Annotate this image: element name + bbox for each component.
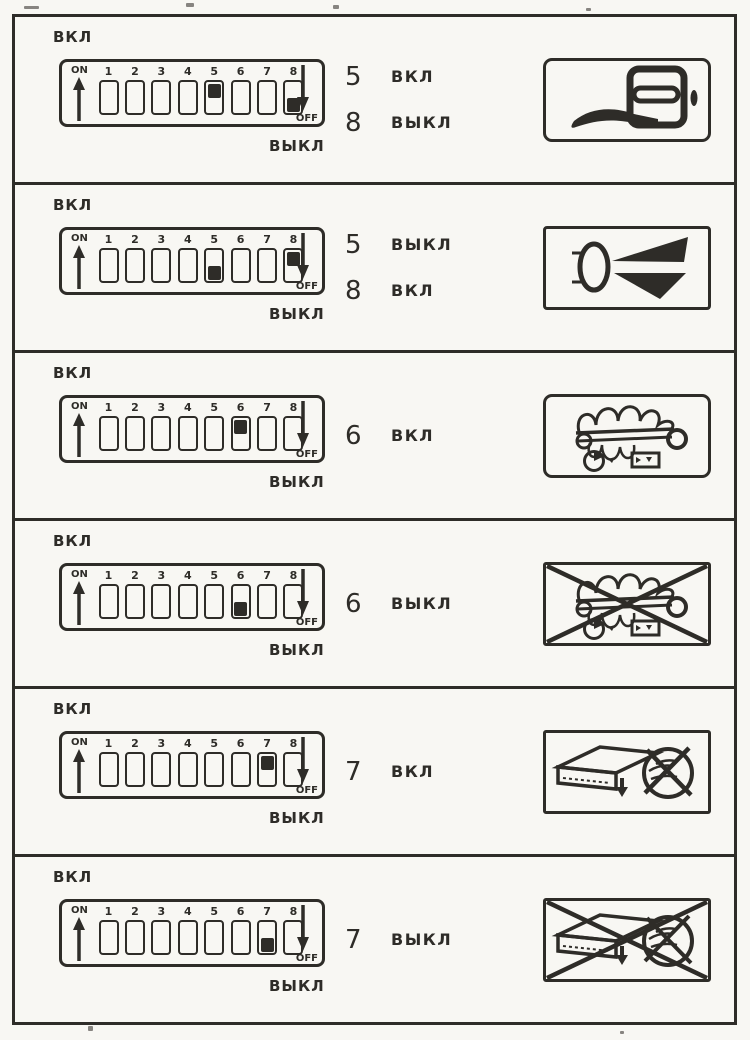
dip-switch-strip	[98, 401, 304, 457]
on-direction-arrow-icon	[72, 77, 86, 121]
switch-number: 6	[345, 420, 362, 451]
dip-switch-panel	[59, 899, 325, 967]
dip-switch-2	[124, 569, 145, 625]
switch-state: ВКЛ	[391, 67, 435, 86]
dip-switch-number: 2	[131, 65, 139, 78]
dip-switch-number: 3	[157, 905, 166, 918]
dip-switch-slider	[178, 920, 198, 955]
on-label: ON	[71, 905, 88, 916]
cross-out-circle	[645, 916, 691, 963]
dip-switch-slider	[204, 584, 224, 619]
switch-state: ВЫКЛ	[391, 113, 453, 132]
setting-line	[345, 757, 520, 787]
setting-row-3	[15, 350, 734, 518]
dip-switch-number: 8	[289, 737, 298, 750]
switch-number: 6	[345, 588, 362, 619]
dip-switch-number: 7	[263, 905, 271, 918]
dip-switch-number: 3	[157, 569, 166, 582]
dip-switch-slider	[99, 80, 119, 115]
dip-switch-panel	[59, 731, 325, 799]
setting-row-6	[15, 854, 734, 1022]
tangled-ribbon-icon	[543, 394, 711, 478]
dip-switch-3	[151, 401, 172, 457]
settings-table	[12, 14, 737, 1025]
setting-description	[345, 689, 520, 854]
dip-switch-slider	[257, 248, 277, 283]
setting-row-5	[15, 686, 734, 854]
on-direction-arrow-icon	[72, 245, 86, 289]
dip-switch-7	[257, 233, 278, 289]
vkl-label: ВКЛ	[53, 196, 93, 214]
dip-switch-slider	[178, 584, 198, 619]
dip-switch-slider	[99, 248, 119, 283]
dip-switch-number: 1	[104, 737, 113, 750]
dip-switch-slider	[151, 248, 171, 283]
dip-switch-slider	[178, 752, 198, 787]
dip-switch-number: 4	[183, 905, 192, 918]
switch-number: 8	[345, 107, 362, 138]
dip-switch-number: 1	[104, 569, 113, 582]
dip-switch-slider	[125, 752, 145, 787]
dip-switch-3	[151, 737, 172, 793]
setting-row-4	[15, 518, 734, 686]
switch-number: 7	[345, 756, 362, 787]
dip-switch-slider	[178, 80, 198, 115]
dip-switch-number: 3	[157, 737, 166, 750]
off-label: OFF	[295, 953, 318, 964]
dip-switch-2	[124, 401, 145, 457]
on-direction-arrow-icon	[72, 581, 86, 625]
dip-switch-position-off	[208, 266, 221, 280]
on-direction-arrow-icon	[72, 413, 86, 457]
setting-description	[345, 521, 520, 686]
dip-switch-strip	[98, 905, 304, 961]
dip-switch-number: 3	[157, 233, 166, 246]
off-direction-arrow-icon	[295, 65, 311, 111]
dip-switch-slider	[151, 752, 171, 787]
dip-switch-slider	[99, 920, 119, 955]
dip-switch-number: 2	[131, 737, 139, 750]
switch-number: 7	[345, 924, 362, 955]
setting-line	[345, 276, 520, 306]
dip-switch-number: 6	[236, 65, 245, 78]
tangled-ribbon-crossed-icon	[543, 562, 711, 646]
dip-switch-4	[177, 569, 198, 625]
dip-switch-strip	[98, 233, 304, 289]
dip-switch-slider	[99, 584, 119, 619]
dip-switch-strip	[98, 65, 304, 121]
setting-line	[345, 62, 520, 92]
on-direction-arrow-icon	[72, 749, 86, 793]
dip-switch-slider	[204, 80, 224, 115]
dip-switch-1	[98, 737, 119, 793]
dip-switch-1	[98, 569, 119, 625]
dip-switch-slider	[125, 584, 145, 619]
dip-switch-slider	[125, 416, 145, 451]
setting-row-1	[15, 17, 734, 182]
dip-switch-number: 7	[263, 233, 271, 246]
dip-switch-5	[204, 569, 225, 625]
vkl-label: ВКЛ	[53, 700, 93, 718]
scan-speck	[186, 3, 194, 7]
dip-switch-3	[151, 233, 172, 289]
vykl-label: ВЫКЛ	[269, 305, 325, 323]
dip-switch-number: 5	[210, 233, 219, 246]
dip-switch-slider	[151, 80, 171, 115]
dip-switch-slider	[204, 248, 224, 283]
setting-description	[345, 17, 520, 182]
dip-switch-number: 1	[104, 401, 113, 414]
dip-switch-slider	[257, 80, 277, 115]
dip-switch-slider	[231, 80, 251, 115]
on-direction-arrow-icon	[72, 917, 86, 961]
scan-speck	[586, 8, 591, 11]
setting-row-2	[15, 182, 734, 350]
on-label: ON	[71, 569, 88, 580]
off-direction-arrow-icon	[295, 233, 311, 279]
dip-switch-slider	[204, 752, 224, 787]
dip-switch-slider	[257, 920, 277, 955]
dip-switch-slider	[151, 584, 171, 619]
dip-switch-slider	[151, 416, 171, 451]
switch-state: ВКЛ	[391, 762, 435, 781]
vykl-label: ВЫКЛ	[269, 809, 325, 827]
dip-switch-slider	[125, 920, 145, 955]
setting-line	[345, 108, 520, 138]
setting-line	[345, 589, 520, 619]
dip-switch-number: 1	[104, 65, 113, 78]
switch-state: ВКЛ	[391, 426, 435, 445]
dip-switch-number: 8	[289, 233, 298, 246]
dip-switch-1	[98, 401, 119, 457]
dip-switch-number: 2	[131, 905, 139, 918]
dip-switch-strip	[98, 569, 304, 625]
dip-switch-position-off	[261, 938, 274, 952]
dip-switch-4	[177, 401, 198, 457]
vykl-label: ВЫКЛ	[269, 137, 325, 155]
setting-description	[345, 857, 520, 1022]
dip-switch-1	[98, 65, 119, 121]
dip-switch-6	[230, 569, 251, 625]
scan-speck	[333, 5, 339, 9]
cross-out-lines	[547, 902, 707, 978]
dip-switch-number: 6	[236, 569, 245, 582]
dip-switch-5	[204, 233, 225, 289]
dip-switch-number: 4	[183, 569, 192, 582]
setting-description	[345, 353, 520, 518]
dip-switch-number: 5	[210, 737, 219, 750]
dip-switch-number: 6	[236, 233, 245, 246]
dip-switch-number: 5	[210, 401, 219, 414]
off-label: OFF	[295, 785, 318, 796]
dip-switch-number: 2	[131, 569, 139, 582]
dip-switch-position-on	[234, 420, 247, 434]
on-label: ON	[71, 401, 88, 412]
dip-switch-number: 2	[131, 401, 139, 414]
dip-switch-7	[257, 737, 278, 793]
off-direction-arrow-icon	[295, 401, 311, 447]
dip-switch-number: 6	[236, 401, 245, 414]
dip-switch-position-off	[234, 602, 247, 616]
switch-state: ВЫКЛ	[391, 930, 453, 949]
dip-switch-number: 8	[289, 65, 298, 78]
dip-switch-number: 3	[157, 65, 166, 78]
dip-switch-6	[230, 65, 251, 121]
dip-switch-3	[151, 569, 172, 625]
dip-switch-3	[151, 905, 172, 961]
dip-switch-6	[230, 905, 251, 961]
dip-switch-number: 7	[263, 737, 271, 750]
dip-switch-slider	[231, 248, 251, 283]
dip-switch-7	[257, 905, 278, 961]
dip-switch-position-on	[261, 756, 274, 770]
dip-switch-position-on	[208, 84, 221, 98]
dip-switch-number: 4	[183, 233, 192, 246]
dip-switch-slider	[231, 920, 251, 955]
dip-switch-number: 4	[183, 737, 192, 750]
dip-switch-2	[124, 233, 145, 289]
dip-switch-slider	[99, 752, 119, 787]
switch-number: 5	[345, 61, 362, 92]
cross-out-circle	[645, 748, 691, 795]
off-direction-arrow-icon	[295, 737, 311, 783]
off-direction-arrow-icon	[295, 569, 311, 615]
switch-state: ВКЛ	[391, 281, 435, 300]
dip-switch-number: 4	[183, 401, 192, 414]
setting-line	[345, 421, 520, 451]
on-label: ON	[71, 737, 88, 748]
off-direction-arrow-icon	[295, 905, 311, 951]
dip-switch-number: 7	[263, 401, 271, 414]
dip-switch-number: 8	[289, 569, 298, 582]
dip-switch-slider	[151, 920, 171, 955]
vkl-label: ВКЛ	[53, 868, 93, 886]
dip-switch-slider	[99, 416, 119, 451]
dip-switch-slider	[178, 416, 198, 451]
dip-switch-number: 6	[236, 905, 245, 918]
dip-switch-number: 8	[289, 401, 298, 414]
dip-switch-slider	[204, 416, 224, 451]
dip-switch-slider	[231, 752, 251, 787]
dip-switch-number: 2	[131, 233, 139, 246]
dip-switch-1	[98, 233, 119, 289]
dip-switch-number: 3	[157, 401, 166, 414]
off-label: OFF	[295, 617, 318, 628]
off-label: OFF	[295, 281, 318, 292]
dip-switch-3	[151, 65, 172, 121]
vykl-label: ВЫКЛ	[269, 641, 325, 659]
dip-switch-7	[257, 401, 278, 457]
vykl-label: ВЫКЛ	[269, 473, 325, 491]
dip-switch-2	[124, 737, 145, 793]
scan-speck	[620, 1031, 624, 1034]
setting-line	[345, 925, 520, 955]
dip-switch-5	[204, 905, 225, 961]
on-label: ON	[71, 233, 88, 244]
dip-switch-number: 1	[104, 905, 113, 918]
dip-switch-slider	[125, 248, 145, 283]
vkl-label: ВКЛ	[53, 364, 93, 382]
dip-switch-slider	[257, 416, 277, 451]
dip-switch-5	[204, 737, 225, 793]
vykl-label: ВЫКЛ	[269, 977, 325, 995]
cross-out-lines	[547, 566, 707, 642]
dip-switch-7	[257, 569, 278, 625]
dip-switch-number: 5	[210, 905, 219, 918]
dip-switch-1	[98, 905, 119, 961]
vkl-label: ВКЛ	[53, 28, 93, 46]
dip-switch-6	[230, 233, 251, 289]
dip-switch-4	[177, 233, 198, 289]
setting-description	[345, 185, 520, 350]
dip-switch-number: 5	[210, 65, 219, 78]
scan-speck	[24, 6, 39, 9]
off-label: OFF	[295, 113, 318, 124]
off-label: OFF	[295, 449, 318, 460]
dip-switch-slider	[257, 752, 277, 787]
switch-number: 8	[345, 275, 362, 306]
printer-no-manual-pull-crossed-icon	[543, 898, 711, 982]
dip-switch-number: 7	[263, 569, 271, 582]
dip-switch-number: 4	[183, 65, 192, 78]
switch-state: ВЫКЛ	[391, 594, 453, 613]
dip-switch-strip	[98, 737, 304, 793]
dip-switch-panel	[59, 59, 325, 127]
dip-switch-7	[257, 65, 278, 121]
dip-switch-slider	[231, 416, 251, 451]
dip-switch-4	[177, 905, 198, 961]
dip-switch-slider	[125, 80, 145, 115]
dip-switch-number: 5	[210, 569, 219, 582]
scan-speck	[88, 1026, 93, 1031]
dip-switch-panel	[59, 563, 325, 631]
printer-no-manual-pull-icon	[543, 730, 711, 814]
dip-switch-6	[230, 401, 251, 457]
dip-switch-panel	[59, 395, 325, 463]
dip-switch-4	[177, 737, 198, 793]
dip-switch-2	[124, 65, 145, 121]
on-label: ON	[71, 65, 88, 76]
sheet-feed-icon	[543, 58, 711, 142]
dip-switch-6	[230, 737, 251, 793]
dip-switch-number: 7	[263, 65, 271, 78]
dip-switch-panel	[59, 227, 325, 295]
dip-switch-number: 8	[289, 905, 298, 918]
dip-switch-slider	[231, 584, 251, 619]
dip-switch-slider	[257, 584, 277, 619]
setting-line	[345, 230, 520, 260]
switch-state: ВЫКЛ	[391, 235, 453, 254]
dip-switch-slider	[178, 248, 198, 283]
dip-switch-slider	[204, 920, 224, 955]
dip-switch-5	[204, 65, 225, 121]
dip-switch-number: 1	[104, 233, 113, 246]
dip-switch-number: 6	[236, 737, 245, 750]
dip-switch-5	[204, 401, 225, 457]
switch-number: 5	[345, 229, 362, 260]
dip-switch-2	[124, 905, 145, 961]
platen-knob-feed-icon	[543, 226, 711, 310]
vkl-label: ВКЛ	[53, 532, 93, 550]
dip-switch-4	[177, 65, 198, 121]
